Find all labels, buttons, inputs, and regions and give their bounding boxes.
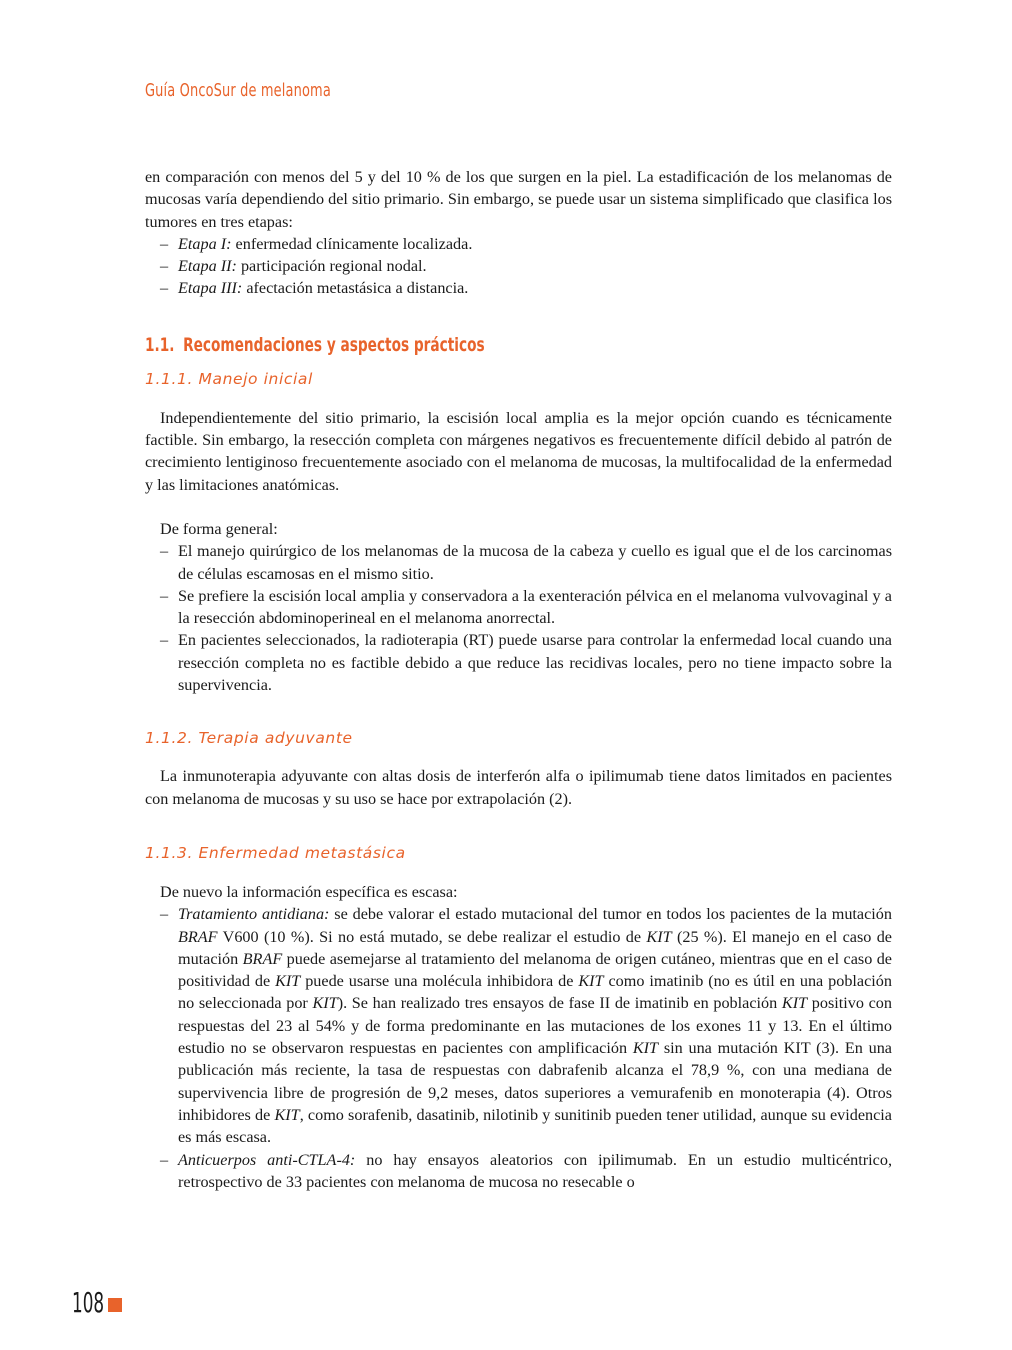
intro-paragraph: en comparación con menos del 5 y del 10 % de los que surgen en la piel. La estadificación de los melanomas de mucosas varía dependiendo del sitio primario. Sin embargo, se puede usar un sistema simplificado que clasifica los tumores en tres etapas: <box>145 168 892 231</box>
gene-name: KIT <box>578 972 604 991</box>
list-item: – El manejo quirúrgico de los melanomas de la mucosa de la cabeza y cuello es igual que el de los carcinomas de células escamosas en el mismo sitio. <box>145 540 892 585</box>
text: puede asemejarse al tratamiento del melanoma de origen cutáneo, mientras que en el caso de positividad de <box>178 949 892 991</box>
list-item <box>145 277 892 299</box>
gene-name: KIT <box>275 972 301 991</box>
item-label: Tratamiento antidiana: <box>178 905 330 924</box>
paragraph-gap <box>145 496 892 518</box>
text: como imatinib (no es útil en una población no seleccionada por <box>178 972 892 1013</box>
text: no hay ensayos aleatorios con ipilimumab. En un estudio multicéntrico, retrospectivo de 33 pacientes con melanoma de mucosa no resecable o <box>178 1150 892 1191</box>
gene-name: KIT <box>274 1105 300 1124</box>
list-item <box>145 255 892 277</box>
section-title: Recomendaciones y aspectos prácticos <box>183 333 485 356</box>
stage-label: Etapa III: <box>178 279 243 298</box>
paragraph: Independientemente del sitio primario, la escisión local amplia es la mejor opción cuando es técnicamente factible. Sin embargo, la resección completa con márgenes negativos es frecuentemente difícil debido al patrón de crecimiento lentiginoso frecuentemente asociado con el melanoma de mucosas, la multifocalidad de la enfermedad y las limitaciones anatómicas. <box>145 408 892 494</box>
paragraph: La inmunoterapia adyuvante con altas dosis de interferón alfa o ipilimumab tiene datos limitados en pacientes con melanoma de mucosas y su uso se hace por extrapolación (2). <box>145 767 892 808</box>
stage-text: afectación metastásica a distancia. <box>242 279 469 298</box>
stage-text: participación regional nodal. <box>236 257 427 276</box>
text: se debe valorar el estado mutacional del tumor en todos los pacientes de la mutación <box>329 905 892 924</box>
management-list <box>145 540 892 696</box>
section-number: 1.1. <box>145 333 175 356</box>
page-marker-square <box>108 1298 122 1312</box>
gene-name: BRAF <box>242 949 283 968</box>
list-item <box>145 1149 892 1194</box>
paragraph: De nuevo la información específica es escasa: <box>160 882 458 901</box>
text: positivo con respuestas del 23 al 54% y de forma predominante en las mutaciones de los exones 11 y 13. En el último estudio no se observaron respuestas en pacientes con amplificación <box>178 994 892 1058</box>
stage-list <box>145 233 892 300</box>
subsection-heading-enfermedad-metastasica: 1.1.3. Enfermedad metastásica <box>145 843 406 862</box>
list-item <box>145 903 892 1148</box>
subsection-heading-manejo-inicial: 1.1.1. Manejo inicial <box>145 369 313 388</box>
text: puede usarse una molécula inhibidora de <box>300 972 579 991</box>
stage-label: Etapa I: <box>178 234 232 253</box>
gene-name: KIT <box>312 994 338 1013</box>
gene-name: KIT <box>781 994 808 1013</box>
stage-label: Etapa II: <box>178 257 237 276</box>
gene-name: BRAF <box>178 927 218 946</box>
gene-name: KIT <box>646 927 672 946</box>
text: ). Se han realizado tres ensayos de fase II de imatinib en población <box>337 994 782 1013</box>
section-heading <box>145 334 683 368</box>
text: (25 %). El manejo en el caso de mutación <box>178 927 892 968</box>
text: V600 (10 %). Si no está mutado, se debe realizar el estudio de <box>217 927 647 946</box>
paragraph: De forma general: <box>160 519 278 538</box>
page-number: 108 <box>72 1286 105 1319</box>
list-item <box>145 233 892 255</box>
gene-name: KIT <box>632 1039 659 1058</box>
stage-text: enfermedad clínicamente localizada. <box>231 234 473 253</box>
subsection-heading-terapia-adyuvante: 1.1.2. Terapia adyuvante <box>145 729 353 748</box>
list-item: – En pacientes seleccionados, la radioterapia (RT) puede usarse para controlar la enfermedad local cuando una resección completa no es factible debido a que reduce las recidivas locales, pero no tiene impacto sobre la supervivencia. <box>145 629 892 696</box>
running-head: Guía OncoSur de melanoma <box>145 80 331 101</box>
item-label: Anticuerpos anti-CTLA-4: <box>178 1150 356 1169</box>
text: sin una mutación KIT (3). En una publicación más reciente, la tasa de respuestas con dabrafenib alcanza el 78,9 %, con una mediana de supervivencia libre de progresión de 9,2 meses, datos superiores a vemurafenib en monoterapia (4). Otros inhibidores de <box>178 1039 892 1124</box>
metastatic-list <box>145 903 892 1193</box>
page-body <box>145 166 892 1193</box>
text: , como sorafenib, dasatinib, nilotinib y sunitinib pueden tener utilidad, aunque su evidencia es más escasa. <box>178 1105 892 1147</box>
list-item: – Se prefiere la escisión local amplia y conservadora a la exenteración pélvica en el melanoma vulvovaginal y a la resección abdominoperineal en el melanoma anorrectal. <box>145 585 892 630</box>
